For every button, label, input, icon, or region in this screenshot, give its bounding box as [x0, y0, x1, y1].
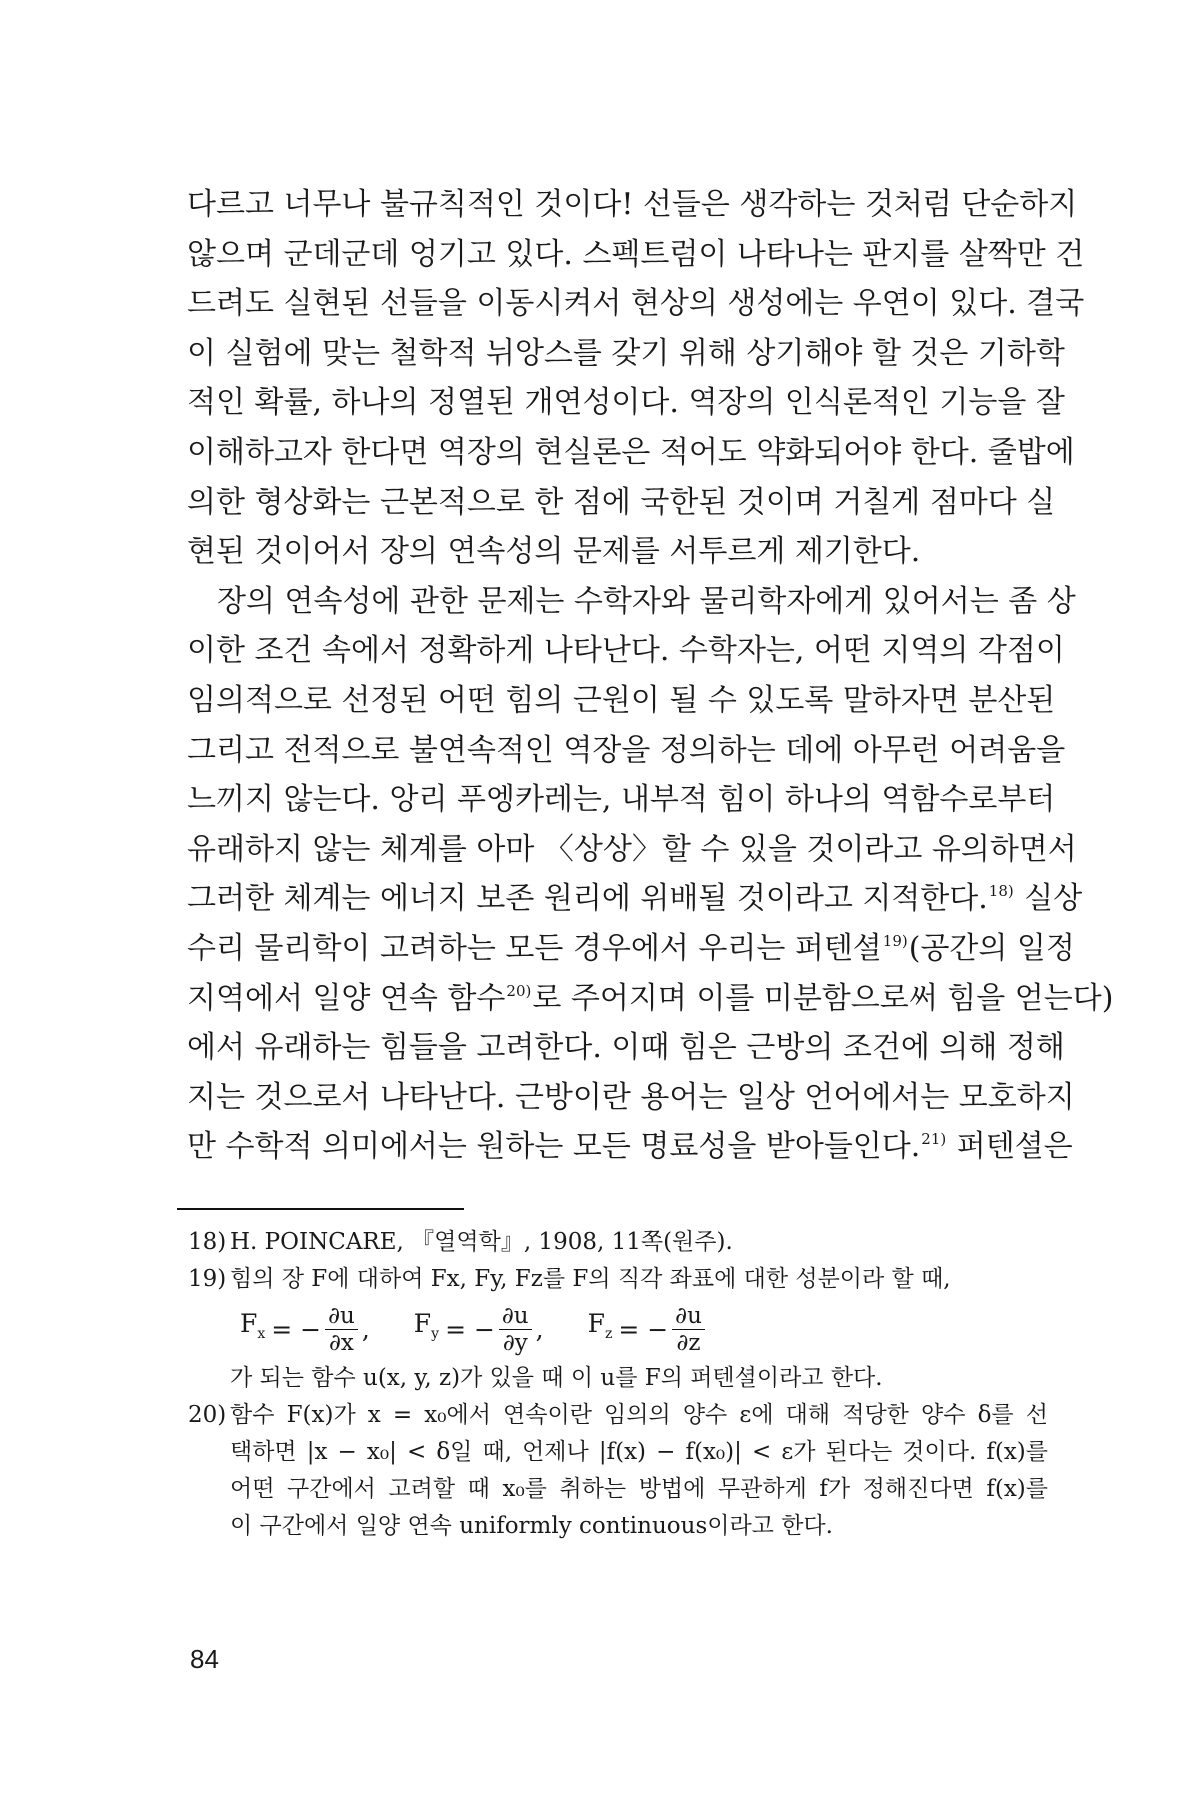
footnote-19	[188, 1261, 1048, 1298]
text-segment: 수리 물리학이 고려하는 모든 경우에서 우리는 퍼텐셜	[187, 930, 882, 966]
footnote-number: 18)	[188, 1229, 227, 1255]
text-line: 장의 연속성에 관한 문제는 수학자와 물리학자에게 있어서는 좀 상	[217, 583, 1076, 619]
footnote-text: 함수 F(x)가 x = x₀에서 연속이란 임의의 양수 ε에 대해 적당한 양수 δ를 선	[230, 1402, 1048, 1428]
formula-operator: = −	[618, 1314, 669, 1344]
formula-symbol: F	[587, 1309, 605, 1338]
formula-lhs	[414, 1305, 439, 1353]
text-segment: 퍼텐셜은	[947, 1129, 1073, 1165]
formula-subscript: x	[257, 1326, 266, 1342]
formula-lhs	[588, 1305, 613, 1353]
formula-term-y	[414, 1303, 544, 1356]
text-line	[187, 974, 1114, 1024]
formula-term-z	[588, 1303, 709, 1356]
partial-derivative-formula	[188, 1298, 1048, 1360]
text-line	[187, 924, 1075, 974]
text-line: 다르고 너무나 불규칙적인 것이다! 선들은 생각하는 것처럼 단순하지	[187, 187, 1078, 222]
text-line: 이 실험에 맞는 철학적 뉘앙스를 갖기 위해 상기해야 할 것은 기하학	[187, 335, 1065, 371]
text-segment: (공간의 일정	[908, 930, 1075, 966]
formula-operator: = −	[445, 1314, 495, 1344]
fraction-numerator: ∂u	[325, 1303, 358, 1330]
footnote-ref-18: 18)	[988, 882, 1014, 901]
fraction-denominator: ∂z	[676, 1329, 701, 1356]
text-line: 의한 형상화는 근본적으로 한 점에 국한된 것이며 거칠게 점마다 실	[187, 484, 1056, 520]
footnote-text: 택하면 |x − x₀| < δ일 때, 언제나 |f(x) − f(x₀)| < ε가 된다는 것이다. f(x)를	[230, 1439, 1048, 1465]
footnote-ref-20: 20)	[506, 981, 532, 1000]
formula-fraction	[499, 1303, 532, 1356]
text-line	[187, 874, 1083, 924]
text-line: 느끼지 않는다. 앙리 푸엥카레는, 내부적 힘이 하나의 역함수로부터	[187, 782, 1056, 818]
text-segment: 만 수학적 의미에서는 원하는 모든 명료성을 받아들인다.	[187, 1129, 921, 1165]
text-line: 적인 확률, 하나의 정열된 개연성이다. 역장의 인식론적인 기능을 잘	[187, 385, 1065, 421]
fraction-denominator: ∂y	[502, 1329, 528, 1356]
footnote-ref-21: 21)	[921, 1130, 947, 1149]
fraction-denominator: ∂x	[329, 1329, 354, 1356]
text-line: 이한 조건 속에서 정확하게 나타난다. 수학자는, 어떤 지역의 각점이	[187, 633, 1065, 669]
fraction-numerator: ∂u	[672, 1303, 705, 1330]
formula-separator: ,	[361, 1314, 370, 1344]
text-line	[187, 1122, 1073, 1172]
formula-symbol: F	[240, 1309, 258, 1338]
footnote-number: 20)	[188, 1402, 227, 1428]
formula-lhs	[240, 1305, 265, 1353]
footnote-number: 19)	[188, 1266, 227, 1292]
footnote-divider	[177, 1208, 464, 1210]
footnote-text: 힘의 장 F에 대하여 Fx, Fy, Fz를 F의 직각 좌표에 대한 성분이라 할 때,	[230, 1266, 951, 1292]
text-line: 에서 유래하는 힘들을 고려한다. 이때 힘은 근방의 조건에 의해 정해	[187, 1030, 1065, 1066]
formula-operator: = −	[271, 1314, 322, 1344]
fraction-numerator: ∂u	[499, 1303, 532, 1330]
formula-fraction	[672, 1303, 705, 1356]
formula-subscript: y	[431, 1326, 440, 1342]
footnote-20	[188, 1397, 1048, 1434]
text-line: 이해하고자 한다면 역장의 현실론은 적어도 약화되어야 한다. 줄밥에	[187, 434, 1075, 470]
page-number: 84	[190, 1644, 219, 1674]
text-line: 지는 것으로서 나타난다. 근방이란 용어는 일상 언어에서는 모호하지	[187, 1079, 1075, 1115]
formula-separator: ,	[535, 1314, 544, 1344]
footnote-text: 어떤 구간에서 고려할 때 x₀를 취하는 방법에 무관하게 f가 정해진다면 f(x)를	[230, 1476, 1048, 1502]
formula-subscript: z	[604, 1326, 613, 1342]
text-segment: 지역에서 일양 연속 함수	[187, 980, 506, 1016]
text-line: 현된 것이어서 장의 연속성의 문제를 서투르게 제기한다.	[187, 534, 921, 570]
text-line: 그리고 전적으로 불연속적인 역장을 정의하는 데에 아무런 어려움을	[187, 732, 1066, 768]
formula-symbol: F	[413, 1309, 432, 1338]
footnote-text: H. POINCARE, 『열역학』, 1908, 11쪽(원주).	[230, 1229, 733, 1255]
footnote-ref-19: 19)	[882, 931, 908, 950]
text-line: 유래하지 않는 체계를 아마 〈상상〉할 수 있을 것이라고 유의하면서	[187, 831, 1077, 867]
text-segment: 로 주어지며 이를 미분함으로써 힘을 얻는다)	[532, 980, 1114, 1016]
footnotes	[188, 1224, 1048, 1545]
formula-fraction	[325, 1303, 358, 1356]
formula-term-x	[240, 1303, 370, 1356]
text-segment: 실상	[1014, 881, 1083, 917]
footnote-18	[188, 1224, 1048, 1261]
footnote-text: 이 구간에서 일양 연속 uniformly continuous이라고 한다.	[230, 1513, 833, 1539]
footnote-text: 가 되는 함수 u(x, y, z)가 있을 때 이 u를 F의 퍼텐셜이라고 한다.	[230, 1365, 883, 1391]
text-line: 드려도 실현된 선들을 이동시켜서 현상의 생성에는 우연이 있다. 결국	[187, 286, 1085, 322]
text-line: 임의적으로 선정된 어떤 힘의 근원이 될 수 있도록 말하자면 분산된	[187, 682, 1056, 718]
text-line: 않으며 군데군데 엉기고 있다. 스펙트럼이 나타나는 판지를 살짝만 건	[187, 236, 1085, 272]
text-segment: 그러한 체계는 에너지 보존 원리에 위배될 것이라고 지적한다.	[187, 881, 988, 917]
main-text	[187, 180, 1114, 1172]
